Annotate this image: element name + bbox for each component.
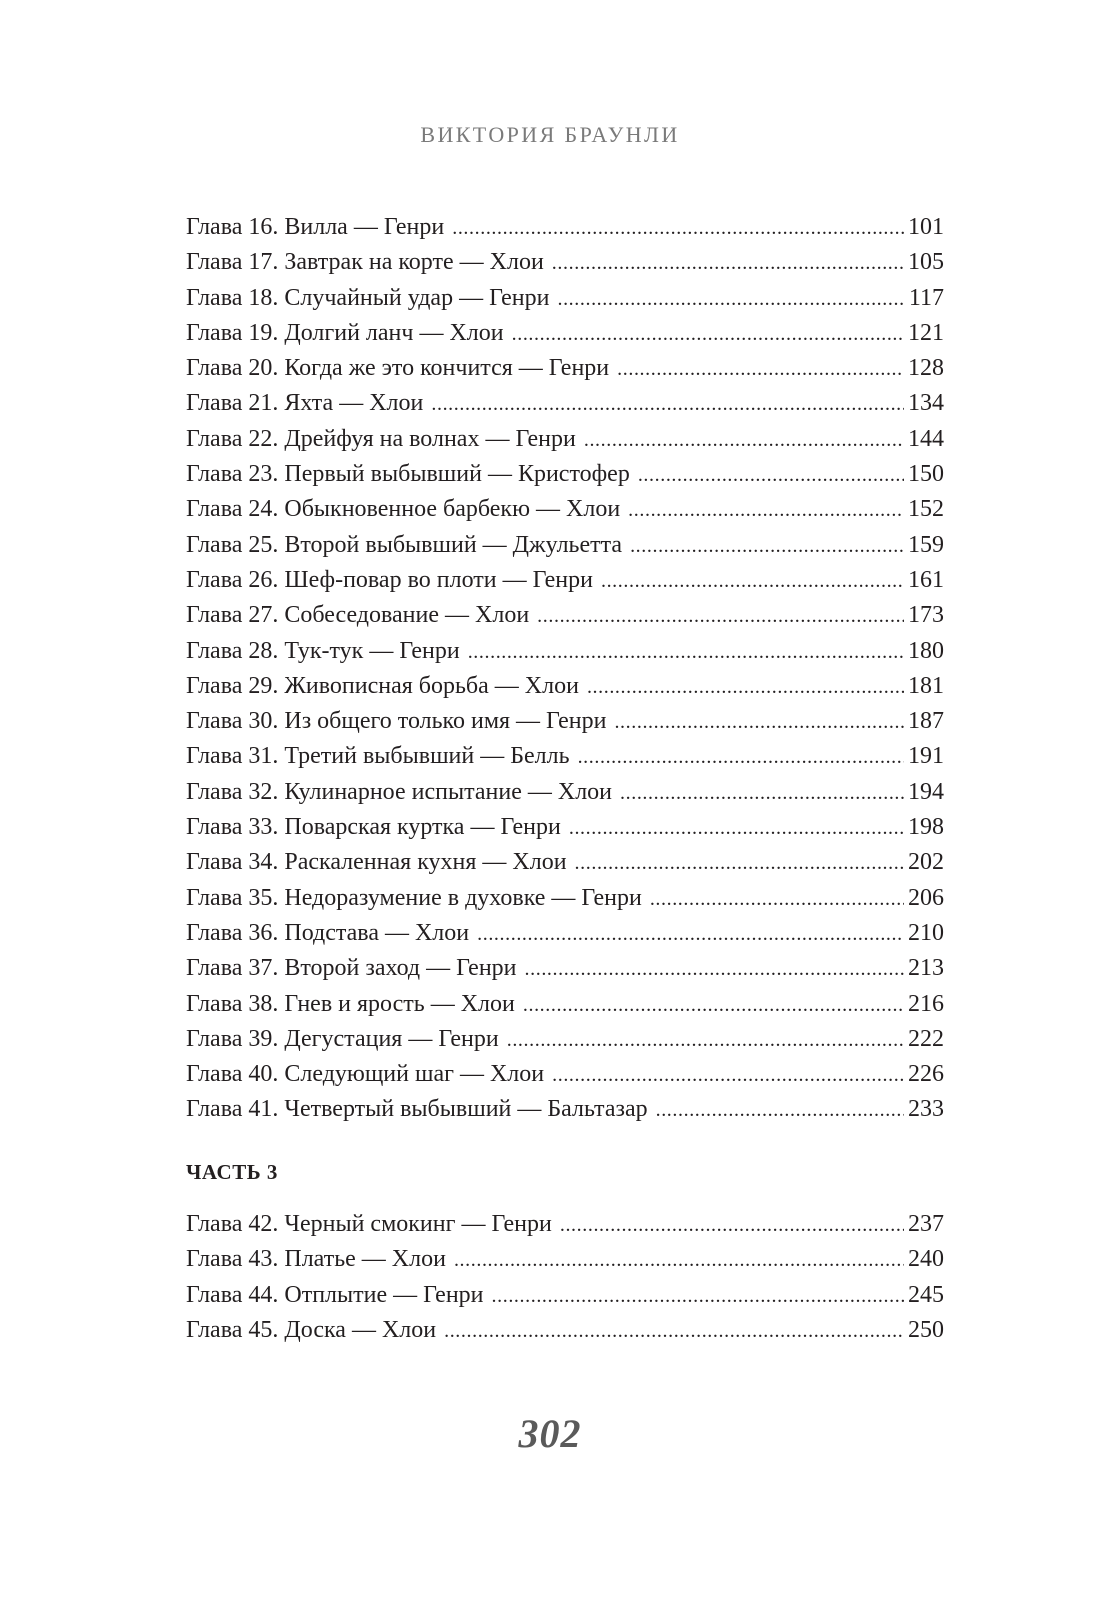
dot-leader: [468, 635, 904, 670]
toc-entry-page: 250: [908, 1316, 944, 1343]
toc-entry-title: Глава 45. Доска — Хлои: [186, 1316, 437, 1343]
dot-leader: [630, 529, 904, 564]
toc-entry-title: Глава 16. Вилла — Генри: [186, 214, 445, 240]
toc-entry: [186, 1313, 944, 1348]
dot-leader: [584, 423, 904, 458]
dot-leader: [431, 387, 904, 422]
toc-entry-page: 180: [908, 637, 944, 664]
dot-leader: [620, 776, 904, 811]
dot-leader: [614, 705, 904, 740]
toc-entry-title: Глава 24. Обыкновенное барбекю — Хлои: [186, 496, 621, 523]
toc-entry: [186, 422, 944, 457]
toc-entry: [186, 1022, 944, 1057]
toc-list-part-3: [186, 1207, 944, 1348]
toc-entry: [186, 739, 944, 774]
toc-entry-page: 105: [908, 249, 944, 276]
toc-entry-page: 198: [908, 814, 944, 841]
toc-entry: [186, 281, 944, 316]
toc-entry-title: Глава 39. Дегустация — Генри: [186, 1025, 499, 1052]
toc-entry-page: 187: [908, 708, 944, 735]
dot-leader: [492, 1279, 904, 1314]
toc-entry-page: 161: [908, 566, 944, 593]
toc-entry: [186, 351, 944, 386]
toc-entry: [186, 704, 944, 739]
toc-entry-title: Глава 18. Случайный удар — Генри: [186, 284, 550, 311]
toc-entry-title: Глава 25. Второй выбывший — Джульетта: [186, 531, 623, 558]
toc-entry: [186, 951, 944, 986]
toc-entry-page: 216: [908, 990, 944, 1017]
dot-leader: [537, 599, 904, 634]
dot-leader: [507, 1023, 904, 1058]
toc-entry-title: Глава 26. Шеф-повар во плоти — Генри: [186, 566, 593, 593]
dot-leader: [454, 1243, 904, 1278]
toc-entry-page: 240: [908, 1246, 944, 1273]
dot-leader: [452, 211, 904, 246]
toc-entry: [186, 810, 944, 845]
page-number: 302: [518, 1411, 582, 1456]
toc-entry-title: Глава 42. Черный смокинг — Генри: [186, 1211, 552, 1237]
toc-entry: [186, 634, 944, 669]
toc-entry-title: Глава 43. Платье — Хлои: [186, 1246, 446, 1273]
dot-leader: [557, 282, 904, 317]
toc-entry-page: 128: [908, 355, 944, 382]
dot-leader: [587, 670, 904, 705]
toc-entry: [186, 916, 944, 951]
toc-entry: [186, 1057, 944, 1092]
toc-entry-page: 181: [908, 672, 944, 699]
toc-entry: [186, 1092, 944, 1127]
toc-entry: [186, 987, 944, 1022]
dot-leader: [650, 882, 904, 917]
dot-leader: [560, 1208, 904, 1243]
toc-entry: [186, 1207, 944, 1242]
toc-entry-page: 134: [908, 390, 944, 417]
toc-entry-page: 245: [908, 1281, 944, 1308]
toc-entry: [186, 563, 944, 598]
toc-entry: [186, 457, 944, 492]
dot-leader: [512, 317, 904, 352]
toc-entry-page: 152: [908, 496, 944, 523]
toc-entry-page: 210: [908, 919, 944, 946]
toc-entry: [186, 669, 944, 704]
toc-entry: [186, 1242, 944, 1277]
toc-entry-title: Глава 28. Тук-тук — Генри: [186, 637, 460, 664]
toc-entry: [186, 316, 944, 351]
toc-entry-page: 213: [908, 955, 944, 982]
toc-entry-page: 101: [908, 214, 944, 240]
toc-entry: [186, 210, 944, 245]
toc-entry-page: 150: [908, 461, 944, 488]
dot-leader: [617, 352, 904, 387]
toc-entry-page: 144: [908, 425, 944, 452]
toc-entry-title: Глава 35. Недоразумение в духовке — Генри: [186, 884, 642, 911]
toc-entry-title: Глава 21. Яхта — Хлои: [186, 390, 424, 417]
toc-entry-title: Глава 29. Живописная борьба — Хлои: [186, 672, 579, 699]
toc-entry-page: 173: [908, 602, 944, 629]
dot-leader: [525, 952, 904, 987]
toc-entry-title: Глава 32. Кулинарное испытание — Хлои: [186, 778, 613, 805]
dot-leader: [444, 1314, 904, 1349]
dot-leader: [638, 458, 904, 493]
running-head: ВИКТОРИЯ БРАУНЛИ: [420, 122, 680, 147]
toc-entry-title: Глава 20. Когда же это кончится — Генри: [186, 355, 610, 382]
toc-entry: [186, 528, 944, 563]
toc-entry-page: 194: [908, 778, 944, 805]
toc-entry-title: Глава 23. Первый выбывший — Кристофер: [186, 461, 630, 488]
dot-leader: [601, 564, 904, 599]
toc-entry-title: Глава 17. Завтрак на корте — Хлои: [186, 249, 544, 276]
dot-leader: [656, 1093, 904, 1128]
toc-entry: [186, 1278, 944, 1313]
toc-entry-page: 226: [908, 1061, 944, 1088]
toc-entry: [186, 598, 944, 633]
toc-entry: [186, 845, 944, 880]
toc-entry-page: 117: [908, 284, 944, 311]
dot-leader: [575, 846, 904, 881]
dot-leader: [628, 493, 904, 528]
toc-entry-page: 222: [908, 1025, 944, 1052]
dot-leader: [552, 1058, 904, 1093]
dot-leader: [552, 246, 904, 281]
dot-leader: [523, 988, 904, 1023]
toc-entry-title: Глава 40. Следующий шаг — Хлои: [186, 1061, 545, 1088]
toc-entry-page: 237: [908, 1211, 944, 1237]
toc-entry-title: Глава 33. Поварская куртка — Генри: [186, 814, 561, 841]
dot-leader: [569, 811, 904, 846]
toc-entry-title: Глава 27. Собеседование — Хлои: [186, 602, 530, 629]
toc-entry: [186, 775, 944, 810]
toc-entry-title: Глава 31. Третий выбывший — Белль: [186, 743, 570, 770]
toc-entry-title: Глава 30. Из общего только имя — Генри: [186, 708, 607, 735]
toc-entry-page: 233: [908, 1096, 944, 1123]
toc-entry-title: Глава 37. Второй заход — Генри: [186, 955, 517, 982]
toc-entry-title: Глава 36. Подстава — Хлои: [186, 919, 470, 946]
dot-leader: [477, 917, 904, 952]
toc-entry-page: 159: [908, 531, 944, 558]
toc-entry: [186, 245, 944, 280]
toc-list-part-2: [186, 210, 944, 1128]
toc-entry-title: Глава 19. Долгий ланч — Хлои: [186, 319, 504, 346]
toc-entry-title: Глава 22. Дрейфуя на волнах — Генри: [186, 425, 576, 452]
toc-entry-page: 121: [908, 319, 944, 346]
toc-entry-page: 202: [908, 849, 944, 876]
toc-entry: [186, 492, 944, 527]
toc-entry-title: Глава 34. Раскаленная кухня — Хлои: [186, 849, 567, 876]
toc-entry: [186, 386, 944, 421]
toc-entry-page: 191: [908, 743, 944, 770]
toc-entry-page: 206: [908, 884, 944, 911]
toc-entry-title: Глава 44. Отплытие — Генри: [186, 1281, 484, 1308]
dot-leader: [578, 740, 904, 775]
toc-entry-title: Глава 41. Четвертый выбывший — Бальтазар: [186, 1096, 648, 1123]
toc-entry: [186, 881, 944, 916]
toc-entry-title: Глава 38. Гнев и ярость — Хлои: [186, 990, 515, 1017]
part-3-heading: ЧАСТЬ 3: [186, 1160, 278, 1184]
